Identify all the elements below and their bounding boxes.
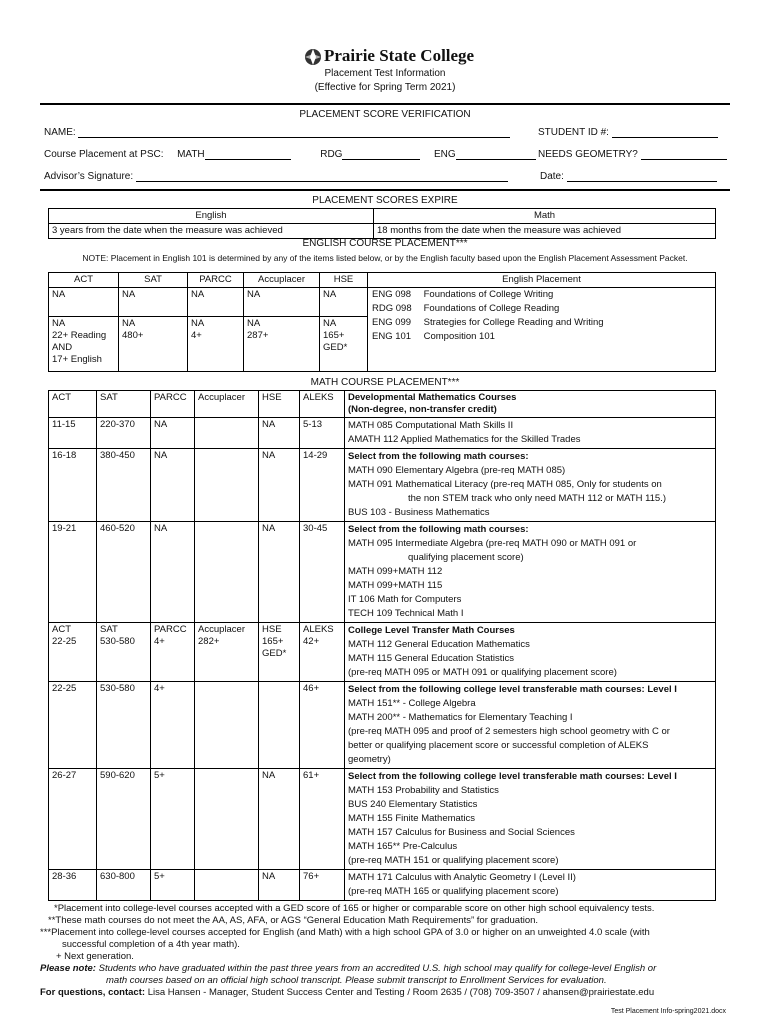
eng-r1-sat: NA bbox=[119, 288, 188, 317]
list-item: ENG 101 Composition 101 bbox=[372, 331, 495, 342]
geometry-label: NEEDS GEOMETRY? bbox=[538, 149, 638, 160]
date-label: Date: bbox=[540, 171, 564, 182]
footnote-3b: successful completion of a 4th year math). bbox=[62, 939, 240, 950]
table-row: 19-21 460-520 NA NA 30-45 Select from the following math courses: MATH 095 Intermediate Algebra (pre-req MATH 090 or MATH 091 or qualifying placement score) MATH 099+MATH 112 MATH 099+MATH 115 IT 106 Math for Computers TECH 109 Technical Math I bbox=[49, 522, 716, 623]
math-col-act: ACT bbox=[49, 391, 97, 418]
footnotes bbox=[40, 903, 740, 999]
college-logo bbox=[304, 46, 474, 68]
date-row bbox=[540, 169, 717, 182]
verification-heading: PLACEMENT SCORE VERIFICATION bbox=[299, 109, 471, 120]
contact-label: For questions, contact: bbox=[40, 987, 146, 998]
math-col-accuplacer: Accuplacer bbox=[195, 391, 259, 418]
course-placement-label: Course Placement at PSC: bbox=[44, 149, 164, 160]
file-name: Test Placement Info-spring2021.docx bbox=[610, 1008, 726, 1015]
table-row: 16-18 380-450 NA NA 14-29 Select from the following math courses: MATH 090 Elementary Algebra (pre-req MATH 085) MATH 091 Mathematical Literacy (pre-req MATH 085, Only for students on the non STEM track who only need MATH 112 or MATH 115.) BUS 103 - Business Mathematics bbox=[49, 449, 716, 522]
expire-math-text: 18 months from the date when the measure was achieved bbox=[374, 224, 716, 239]
footnote-2: **These math courses do not meet the AA, AS, AFA, or AGS “General Education Math Requirements” for graduation. bbox=[48, 915, 539, 926]
math-col-hse: HSE bbox=[259, 391, 300, 418]
expire-table bbox=[48, 208, 716, 239]
page-title: Placement Test Information bbox=[324, 68, 446, 79]
math-field[interactable] bbox=[205, 147, 291, 160]
advisor-row bbox=[44, 169, 508, 182]
eng-r1-accu: NA bbox=[244, 288, 320, 317]
table-row: 22-25 530-580 4+ 46+ Select from the following college level transferable math courses: Level I MATH 151** - College Algebra MATH 200** - Mathematics for Elementary Teaching I (pre-req MATH 095 and proof of 2 semesters high school geometry with C or better or qualifying placement score or successful completion of ALEKS geometry) bbox=[49, 682, 716, 769]
math-col-parcc: PARCC bbox=[151, 391, 195, 418]
eng-r2-sat: NA 480+ bbox=[119, 317, 188, 372]
table-row: 11-15 220-370 NA NA 5-13 MATH 085 Computational Math Skills II AMATH 112 Applied Mathematics for the Skilled Trades bbox=[49, 418, 716, 449]
college-name: Prairie State College bbox=[324, 46, 475, 65]
eng-col-parcc: PARCC bbox=[188, 273, 244, 288]
eng-r1-parcc: NA bbox=[188, 288, 244, 317]
math-label: MATH bbox=[177, 149, 205, 160]
advisor-label: Advisor’s Signature: bbox=[44, 171, 134, 182]
logo-mark-icon bbox=[304, 48, 322, 66]
math-col-sat: SAT bbox=[97, 391, 151, 418]
footnote-3: ***Placement into college-level courses accepted for English (and Math) with a high school GPA of 3.0 or higher on an unweighted 4.0 scale (with bbox=[40, 927, 650, 938]
eng-label: ENG bbox=[434, 149, 456, 160]
eng-col-accuplacer: Accuplacer bbox=[244, 273, 320, 288]
math-heading: MATH COURSE PLACEMENT*** bbox=[310, 377, 460, 388]
english-placements bbox=[368, 288, 716, 372]
table-row: 26-27 590-620 5+ NA 61+ Select from the following college level transferable math courses: Level I MATH 153 Probability and Statistics BUS 240 Elementary Statistics MATH 155 Finite Mathematics MATH 157 Calculus for Business and Social Sciences MATH 165** Pre-Calculus (pre-req MATH 151 or qualifying placement score) bbox=[49, 769, 716, 870]
list-item: ENG 098 Foundations of College Writing bbox=[372, 289, 554, 300]
eng-col-sat: SAT bbox=[119, 273, 188, 288]
eng-r2-parcc: NA 4+ bbox=[188, 317, 244, 372]
english-heading: ENGLISH COURSE PLACEMENT*** bbox=[302, 238, 468, 249]
eng-r2-accu: NA 287+ bbox=[244, 317, 320, 372]
rdg-label: RDG bbox=[320, 149, 343, 160]
geometry-row bbox=[538, 147, 727, 160]
eng-col-act: ACT bbox=[49, 273, 119, 288]
eng-r2-hse: NA 165+ GED* bbox=[320, 317, 368, 372]
eng-field[interactable] bbox=[456, 147, 536, 160]
expire-math-header: Math bbox=[374, 209, 716, 224]
english-note: NOTE: Placement in English 101 is determined by any of the items listed below, or by the English faculty based upon the English Placement Assessment Packet. bbox=[82, 253, 688, 263]
please-note-label: Please note: bbox=[40, 963, 96, 974]
expire-english-text: 3 years from the date when the measure was achieved bbox=[49, 224, 374, 239]
eng-r1-hse: NA bbox=[320, 288, 368, 317]
list-item: RDG 098 Foundations of College Reading bbox=[372, 303, 560, 314]
footnote-1: *Placement into college-level courses accepted with a GED score of 165 or higher or comparable score on other high school equivalency tests. bbox=[54, 903, 655, 914]
eng-col-hse: HSE bbox=[320, 273, 368, 288]
expire-heading: PLACEMENT SCORES EXPIRE bbox=[312, 195, 458, 206]
geometry-field[interactable] bbox=[641, 147, 727, 160]
eng-r2-act: NA 22+ Reading AND 17+ English bbox=[49, 317, 119, 372]
table-row: ACT 22-25 SAT 530-580 PARCC 4+ Accuplacer 282+ HSE 165+ GED* ALEKS 42+ College Level Transfer Math Courses MATH 112 General Education Mathematics MATH 115 General Education Statistics (pre-req MATH 095 or MATH 091 or qualifying placement score) bbox=[49, 623, 716, 682]
table-row: 28-36 630-800 5+ NA 76+ MATH 171 Calculus with Analytic Geometry I (Level II) (pre-req MATH 165 or qualifying placement score) bbox=[49, 870, 716, 901]
expire-english-header: English bbox=[49, 209, 374, 224]
name-field[interactable] bbox=[78, 125, 510, 138]
rdg-field[interactable] bbox=[342, 147, 420, 160]
page-subtitle: (Effective for Spring Term 2021) bbox=[314, 82, 456, 93]
dev-math-title: Developmental Mathematics Courses (Non-degree, non-transfer credit) bbox=[345, 391, 716, 418]
date-field[interactable] bbox=[567, 169, 717, 182]
math-col-aleks: ALEKS bbox=[300, 391, 345, 418]
eng-r1-act: NA bbox=[49, 288, 119, 317]
eng-col-placement: English Placement bbox=[368, 273, 716, 288]
footnote-4: + Next generation. bbox=[56, 951, 134, 962]
course-placement-row bbox=[44, 147, 536, 160]
math-table bbox=[48, 390, 716, 901]
contact-text[interactable]: Lisa Hansen - Manager, Student Success Center and Testing / Room 2635 / (708) 709-3507 / ahansen@prairiestate.edu bbox=[147, 987, 655, 998]
english-table bbox=[48, 272, 716, 372]
list-item: ENG 099 Strategies for College Reading and Writing bbox=[372, 317, 604, 328]
name-label: NAME: bbox=[44, 127, 76, 138]
student-id-field[interactable] bbox=[612, 125, 718, 138]
student-id-row bbox=[538, 125, 718, 138]
advisor-signature-field[interactable] bbox=[136, 169, 508, 182]
student-id-label: STUDENT ID #: bbox=[538, 127, 609, 138]
please-note-text-2: math courses based on an official high school transcript. Please submit transcript to Enrollment Services for evaluation. bbox=[106, 975, 607, 986]
please-note-text: Students who have graduated within the past three years from an accredited U.S. high school may qualify for college-level English or bbox=[98, 963, 657, 974]
